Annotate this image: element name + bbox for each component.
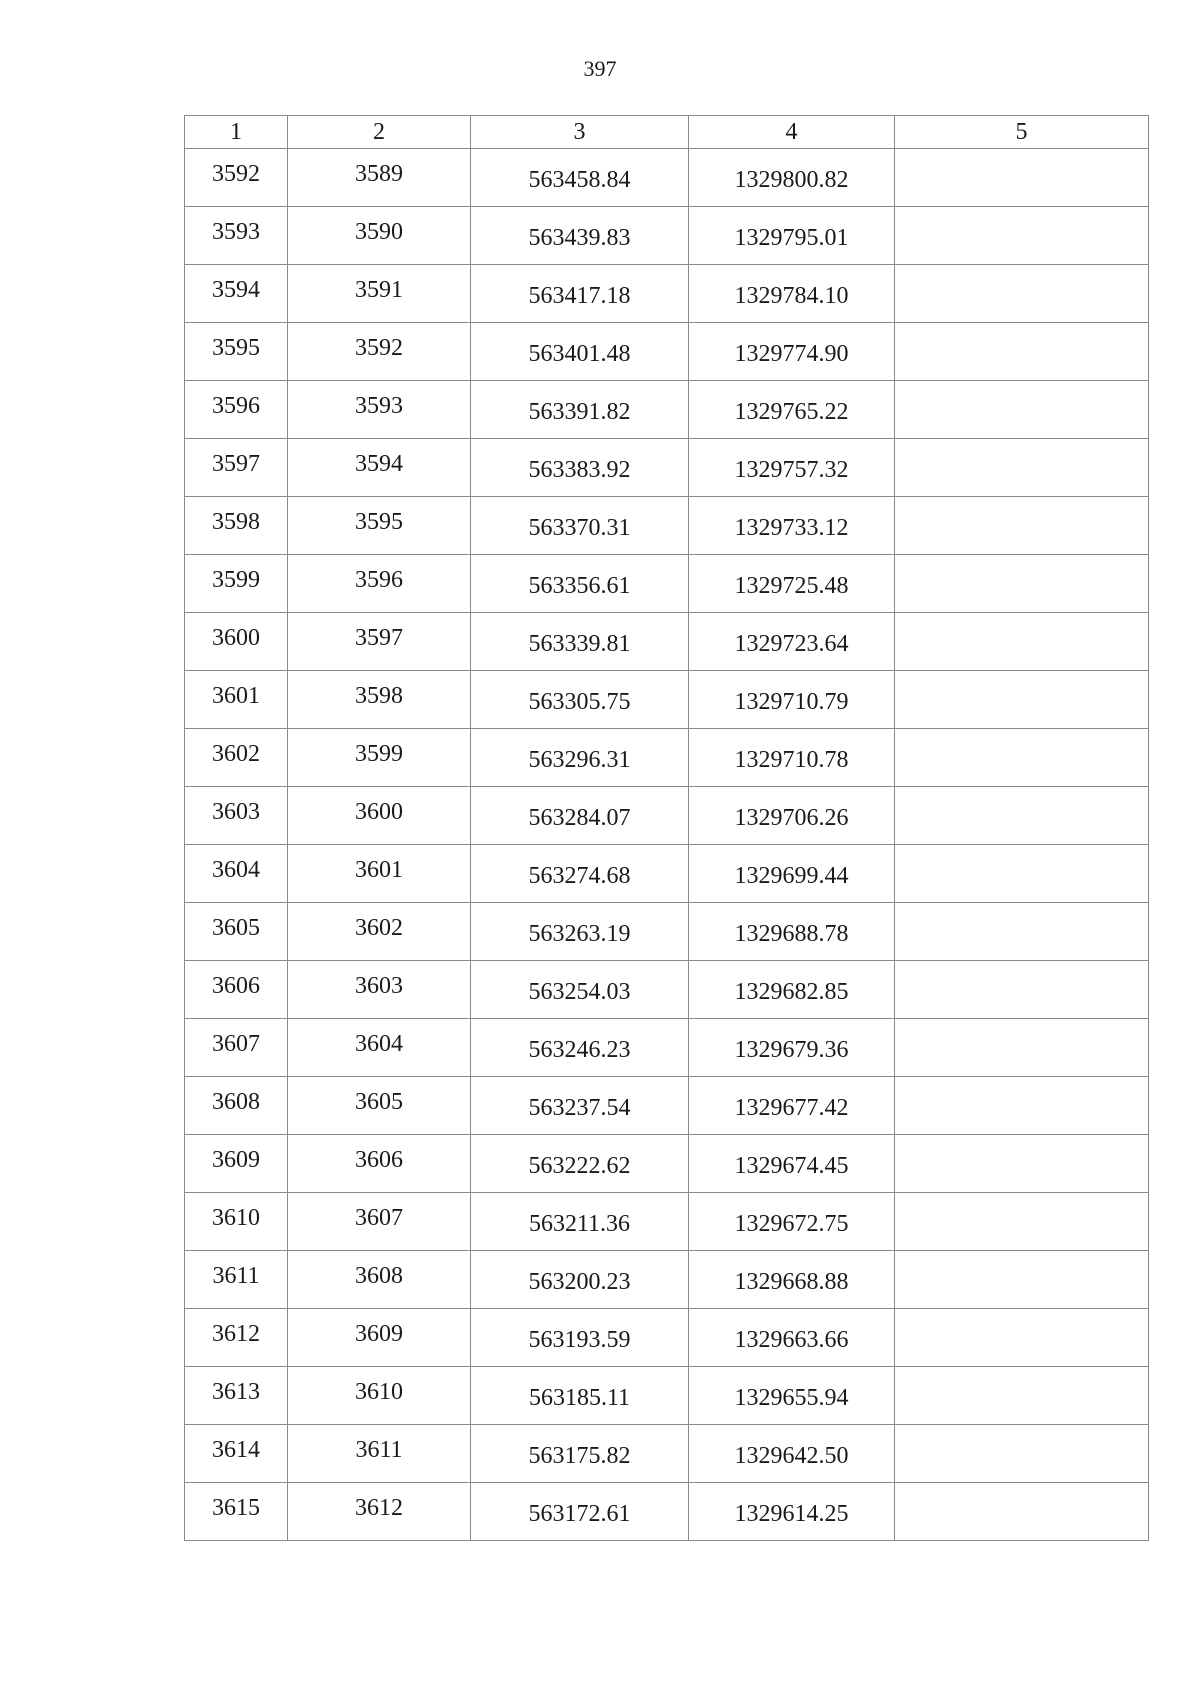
table-row xyxy=(185,323,1149,381)
table-cell: 3607 xyxy=(185,1019,288,1077)
table-cell: 563172.61 xyxy=(471,1483,689,1541)
table-cell: 3593 xyxy=(288,381,471,439)
table-cell: 3591 xyxy=(288,265,471,323)
table-cell xyxy=(895,961,1149,1019)
table-cell: 563284.07 xyxy=(471,787,689,845)
table-cell: 1329757.32 xyxy=(689,439,895,497)
table-cell: 3606 xyxy=(185,961,288,1019)
table-cell: 1329800.82 xyxy=(689,149,895,207)
table-cell xyxy=(895,1483,1149,1541)
table-cell: 3599 xyxy=(185,555,288,613)
table-row xyxy=(185,1077,1149,1135)
table-cell: 3606 xyxy=(288,1135,471,1193)
table-row xyxy=(185,613,1149,671)
table-row xyxy=(185,149,1149,207)
table-cell xyxy=(895,555,1149,613)
table-cell: 3610 xyxy=(185,1193,288,1251)
table-cell: 1329733.12 xyxy=(689,497,895,555)
table-cell xyxy=(895,1019,1149,1077)
table-cell: 563175.82 xyxy=(471,1425,689,1483)
column-header: 2 xyxy=(288,116,471,149)
table-cell: 3600 xyxy=(185,613,288,671)
table-row xyxy=(185,439,1149,497)
table-cell xyxy=(895,149,1149,207)
table-row xyxy=(185,845,1149,903)
column-header: 1 xyxy=(185,116,288,149)
table-cell: 1329688.78 xyxy=(689,903,895,961)
table-cell: 1329725.48 xyxy=(689,555,895,613)
table-cell: 1329642.50 xyxy=(689,1425,895,1483)
table-cell: 3592 xyxy=(288,323,471,381)
table-cell: 1329784.10 xyxy=(689,265,895,323)
table-cell: 3612 xyxy=(288,1483,471,1541)
coordinates-table xyxy=(184,115,1149,1541)
table-row xyxy=(185,1251,1149,1309)
table-cell: 1329655.94 xyxy=(689,1367,895,1425)
table-cell: 563274.68 xyxy=(471,845,689,903)
table-cell: 1329682.85 xyxy=(689,961,895,1019)
table-body xyxy=(185,149,1149,1541)
column-header: 4 xyxy=(689,116,895,149)
table-cell: 3599 xyxy=(288,729,471,787)
table-cell: 1329710.79 xyxy=(689,671,895,729)
table-cell: 1329795.01 xyxy=(689,207,895,265)
table-cell: 3611 xyxy=(185,1251,288,1309)
table-cell: 3609 xyxy=(288,1309,471,1367)
table-cell: 3612 xyxy=(185,1309,288,1367)
table-row xyxy=(185,1193,1149,1251)
table-cell: 563305.75 xyxy=(471,671,689,729)
table-cell xyxy=(895,1425,1149,1483)
table-cell: 563263.19 xyxy=(471,903,689,961)
table-cell xyxy=(895,265,1149,323)
table-cell: 1329672.75 xyxy=(689,1193,895,1251)
table-cell: 3596 xyxy=(288,555,471,613)
table-header-row xyxy=(185,116,1149,149)
table-cell: 1329710.78 xyxy=(689,729,895,787)
table-cell: 3602 xyxy=(185,729,288,787)
table-cell: 1329706.26 xyxy=(689,787,895,845)
table-cell: 1329674.45 xyxy=(689,1135,895,1193)
table-cell xyxy=(895,1193,1149,1251)
table-cell xyxy=(895,613,1149,671)
table-cell: 3598 xyxy=(288,671,471,729)
table-cell: 3603 xyxy=(185,787,288,845)
table-cell xyxy=(895,1309,1149,1367)
table-cell: 563383.92 xyxy=(471,439,689,497)
table-cell xyxy=(895,207,1149,265)
table-cell: 3595 xyxy=(288,497,471,555)
table-cell: 3601 xyxy=(185,671,288,729)
table-cell: 3608 xyxy=(288,1251,471,1309)
table-row xyxy=(185,207,1149,265)
table-cell: 563185.11 xyxy=(471,1367,689,1425)
table-cell: 563439.83 xyxy=(471,207,689,265)
table-row xyxy=(185,1367,1149,1425)
table-cell: 3590 xyxy=(288,207,471,265)
table-cell: 3595 xyxy=(185,323,288,381)
table-cell: 3611 xyxy=(288,1425,471,1483)
table-cell xyxy=(895,729,1149,787)
table-cell: 3609 xyxy=(185,1135,288,1193)
table-cell: 3615 xyxy=(185,1483,288,1541)
table-cell: 563200.23 xyxy=(471,1251,689,1309)
table-cell xyxy=(895,323,1149,381)
table-cell: 563254.03 xyxy=(471,961,689,1019)
table-cell: 3596 xyxy=(185,381,288,439)
table-cell: 3604 xyxy=(185,845,288,903)
table-row xyxy=(185,381,1149,439)
table-cell: 1329765.22 xyxy=(689,381,895,439)
table-cell xyxy=(895,787,1149,845)
table-cell: 563417.18 xyxy=(471,265,689,323)
table-cell: 3592 xyxy=(185,149,288,207)
table-cell: 3605 xyxy=(288,1077,471,1135)
table-cell: 3602 xyxy=(288,903,471,961)
table-cell: 563401.48 xyxy=(471,323,689,381)
table-cell: 563296.31 xyxy=(471,729,689,787)
table-cell: 1329774.90 xyxy=(689,323,895,381)
table-row xyxy=(185,1019,1149,1077)
table-row xyxy=(185,497,1149,555)
table-cell: 563237.54 xyxy=(471,1077,689,1135)
table-cell: 3597 xyxy=(185,439,288,497)
table-cell xyxy=(895,1135,1149,1193)
column-header: 3 xyxy=(471,116,689,149)
table-cell: 563211.36 xyxy=(471,1193,689,1251)
table-cell: 1329614.25 xyxy=(689,1483,895,1541)
table-cell: 3593 xyxy=(185,207,288,265)
table-cell: 563356.61 xyxy=(471,555,689,613)
table-cell: 3607 xyxy=(288,1193,471,1251)
table-cell: 1329677.42 xyxy=(689,1077,895,1135)
table-cell: 563391.82 xyxy=(471,381,689,439)
table-cell xyxy=(895,845,1149,903)
table-row xyxy=(185,1425,1149,1483)
table-cell: 3597 xyxy=(288,613,471,671)
table-cell: 563246.23 xyxy=(471,1019,689,1077)
table-cell: 3605 xyxy=(185,903,288,961)
table-row xyxy=(185,671,1149,729)
table-row xyxy=(185,555,1149,613)
table-cell: 3603 xyxy=(288,961,471,1019)
table-cell: 1329679.36 xyxy=(689,1019,895,1077)
table-cell xyxy=(895,1367,1149,1425)
table-cell: 3613 xyxy=(185,1367,288,1425)
table-cell xyxy=(895,671,1149,729)
table-cell xyxy=(895,439,1149,497)
column-header: 5 xyxy=(895,116,1149,149)
table-cell: 3601 xyxy=(288,845,471,903)
table-row xyxy=(185,1309,1149,1367)
table-cell xyxy=(895,903,1149,961)
table-cell xyxy=(895,497,1149,555)
table-cell: 563193.59 xyxy=(471,1309,689,1367)
table-cell xyxy=(895,1077,1149,1135)
table-cell: 3604 xyxy=(288,1019,471,1077)
table-row xyxy=(185,961,1149,1019)
table-cell: 3594 xyxy=(185,265,288,323)
table-cell: 3594 xyxy=(288,439,471,497)
page-number: 397 xyxy=(583,56,617,81)
table-cell: 3614 xyxy=(185,1425,288,1483)
table-cell: 3608 xyxy=(185,1077,288,1135)
table-cell: 563458.84 xyxy=(471,149,689,207)
table-row xyxy=(185,1483,1149,1541)
table-cell: 3589 xyxy=(288,149,471,207)
table-row xyxy=(185,265,1149,323)
table-cell: 1329723.64 xyxy=(689,613,895,671)
table-row xyxy=(185,903,1149,961)
table-cell: 3598 xyxy=(185,497,288,555)
table-cell: 1329668.88 xyxy=(689,1251,895,1309)
table-cell: 1329699.44 xyxy=(689,845,895,903)
table-cell: 3600 xyxy=(288,787,471,845)
table-cell: 1329663.66 xyxy=(689,1309,895,1367)
table-row xyxy=(185,1135,1149,1193)
table-cell xyxy=(895,381,1149,439)
table-cell: 563339.81 xyxy=(471,613,689,671)
table-cell: 3610 xyxy=(288,1367,471,1425)
table-cell: 563370.31 xyxy=(471,497,689,555)
table-cell: 563222.62 xyxy=(471,1135,689,1193)
table-row xyxy=(185,729,1149,787)
table-cell xyxy=(895,1251,1149,1309)
table-row xyxy=(185,787,1149,845)
